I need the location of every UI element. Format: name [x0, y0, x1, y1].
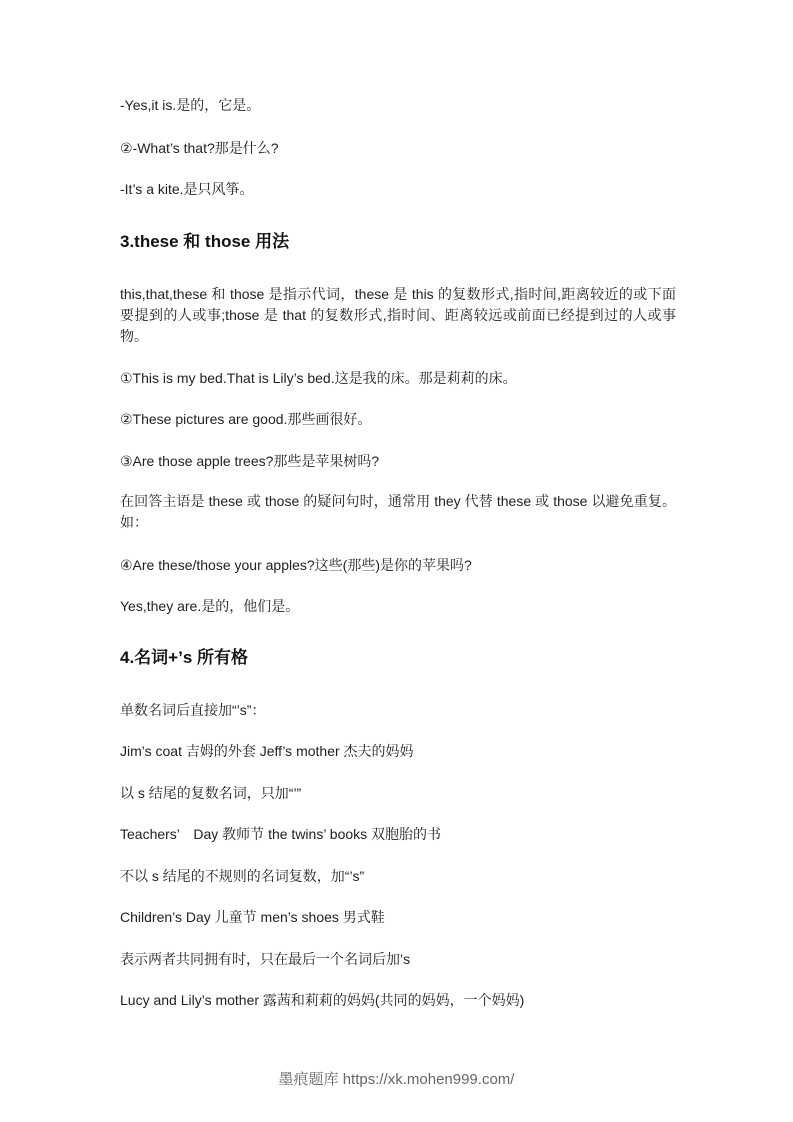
section-4-rule-2: 以 s 结尾的复数名词，只加“’” — [120, 785, 302, 801]
section-4-rule-3: 不以 s 结尾的不规则的名词复数，加“’s” — [120, 868, 365, 884]
section-3-note-paragraph: 在回答主语是 these 或 those 的疑问句时，通常用 they 代替 these 或 those 以避免重复。如： — [120, 493, 676, 530]
section-3-heading: 3.these 和 those 用法 — [120, 232, 290, 251]
dialog-line-whats-that: ②-What’s that?那是什么? — [120, 140, 279, 156]
section-4-example-2: Teachers’ Day 教师节 the twins’ books 双胞胎的书 — [120, 826, 442, 842]
section-3-example-2: ②These pictures are good.那些画很好。 — [120, 411, 372, 427]
section-3-example-1: ①This is my bed.That is Lily’s bed.这是我的床。那是莉莉的床。 — [120, 370, 517, 386]
section-3-intro-paragraph: this,that,these 和 those 是指示代词，these 是 this 的复数形式,指时间,距离较近的或下面要提到的人或事;those 是 that 的复数形式,指时间、距离较远或前面已经提到过的人或事物。 — [120, 286, 676, 344]
section-3-example-3: ③Are those apple trees?那些是苹果树吗? — [120, 453, 380, 469]
section-4-example-3: Children’s Day 儿童节 men’s shoes 男式鞋 — [120, 909, 385, 925]
section-4-heading: 4.名词+’s 所有格 — [120, 648, 249, 667]
section-4-example-1: Jim’s coat 吉姆的外套 Jeff’s mother 杰夫的妈妈 — [120, 743, 414, 759]
dialog-line-its-a-kite: -It’s a kite.是只风筝。 — [120, 181, 254, 197]
section-4-example-4: Lucy and Lily’s mother 露茜和莉莉的妈妈(共同的妈妈，一个妈妈) — [120, 992, 525, 1008]
page-footer-watermark: 墨痕题库 https://xk.mohen999.com/ — [278, 1071, 515, 1088]
section-3-example-4-answer: Yes,they are.是的，他们是。 — [120, 598, 300, 614]
section-4-rule-4: 表示两者共同拥有时，只在最后一个名词后加’s — [120, 951, 411, 967]
dialog-line-yes-it-is: -Yes,it is.是的，它是。 — [120, 97, 261, 113]
section-4-rule-1: 单数名词后直接加“’s”： — [120, 702, 266, 718]
section-3-example-4: ④Are these/those your apples?这些(那些)是你的苹果吗? — [120, 557, 472, 573]
